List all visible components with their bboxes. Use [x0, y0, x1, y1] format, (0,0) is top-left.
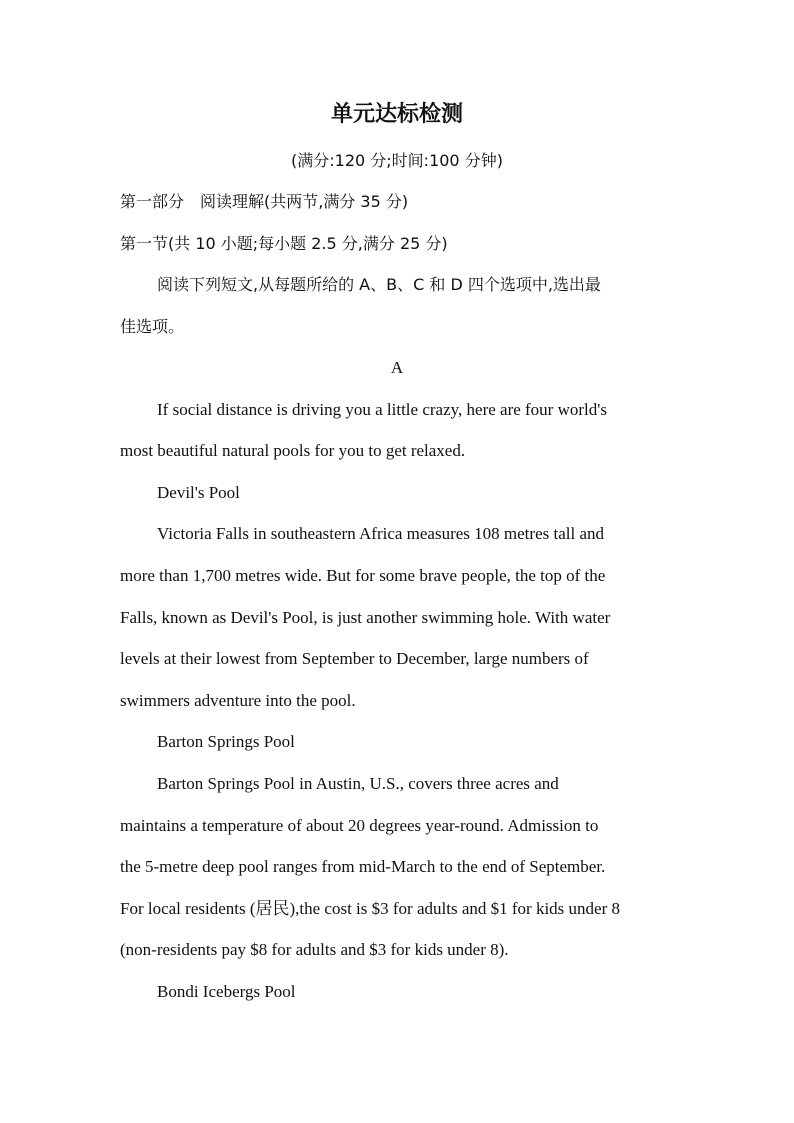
passage-line: the 5-metre deep pool ranges from mid-March to the end of September.: [120, 857, 606, 876]
section-heading: 第一节(共 10 小题;每小题 2.5 分,满分 25 分): [120, 234, 448, 253]
passage-line: more than 1,700 metres wide. But for some brave people, the top of the: [120, 566, 606, 585]
passage-line: Victoria Falls in southeastern Africa measures 108 metres tall and: [157, 524, 604, 543]
passage-line: Barton Springs Pool in Austin, U.S., covers three acres and: [157, 774, 559, 793]
page-subtitle: (满分:120 分;时间:100 分钟): [291, 151, 503, 170]
subheading: Barton Springs Pool: [157, 732, 295, 751]
subheading: Bondi Icebergs Pool: [157, 982, 296, 1001]
passage-label: A: [390, 358, 404, 377]
passage-line: Falls, known as Devil's Pool, is just another swimming hole. With water: [120, 608, 611, 627]
part-heading: 第一部分 阅读理解(共两节,满分 35 分): [120, 192, 409, 211]
passage-line: If social distance is driving you a little crazy, here are four world's: [157, 400, 607, 419]
passage-line: (non-residents pay $8 for adults and $3 for kids under 8).: [120, 940, 509, 959]
subheading: Devil's Pool: [157, 483, 240, 502]
instruction-line-2: 佳选项。: [120, 317, 185, 336]
passage-line: levels at their lowest from September to December, large numbers of: [120, 649, 589, 668]
instruction-line-1: 阅读下列短文,从每题所给的 A、B、C 和 D 四个选项中,选出最: [157, 275, 601, 294]
passage-line: maintains a temperature of about 20 degrees year-round. Admission to: [120, 816, 599, 835]
page-title: 单元达标检测: [330, 101, 463, 127]
passage-line: For local residents (居民),the cost is $3 for adults and $1 for kids under 8: [120, 899, 620, 918]
passage-line: swimmers adventure into the pool.: [120, 691, 356, 710]
passage-line: most beautiful natural pools for you to get relaxed.: [120, 441, 466, 460]
